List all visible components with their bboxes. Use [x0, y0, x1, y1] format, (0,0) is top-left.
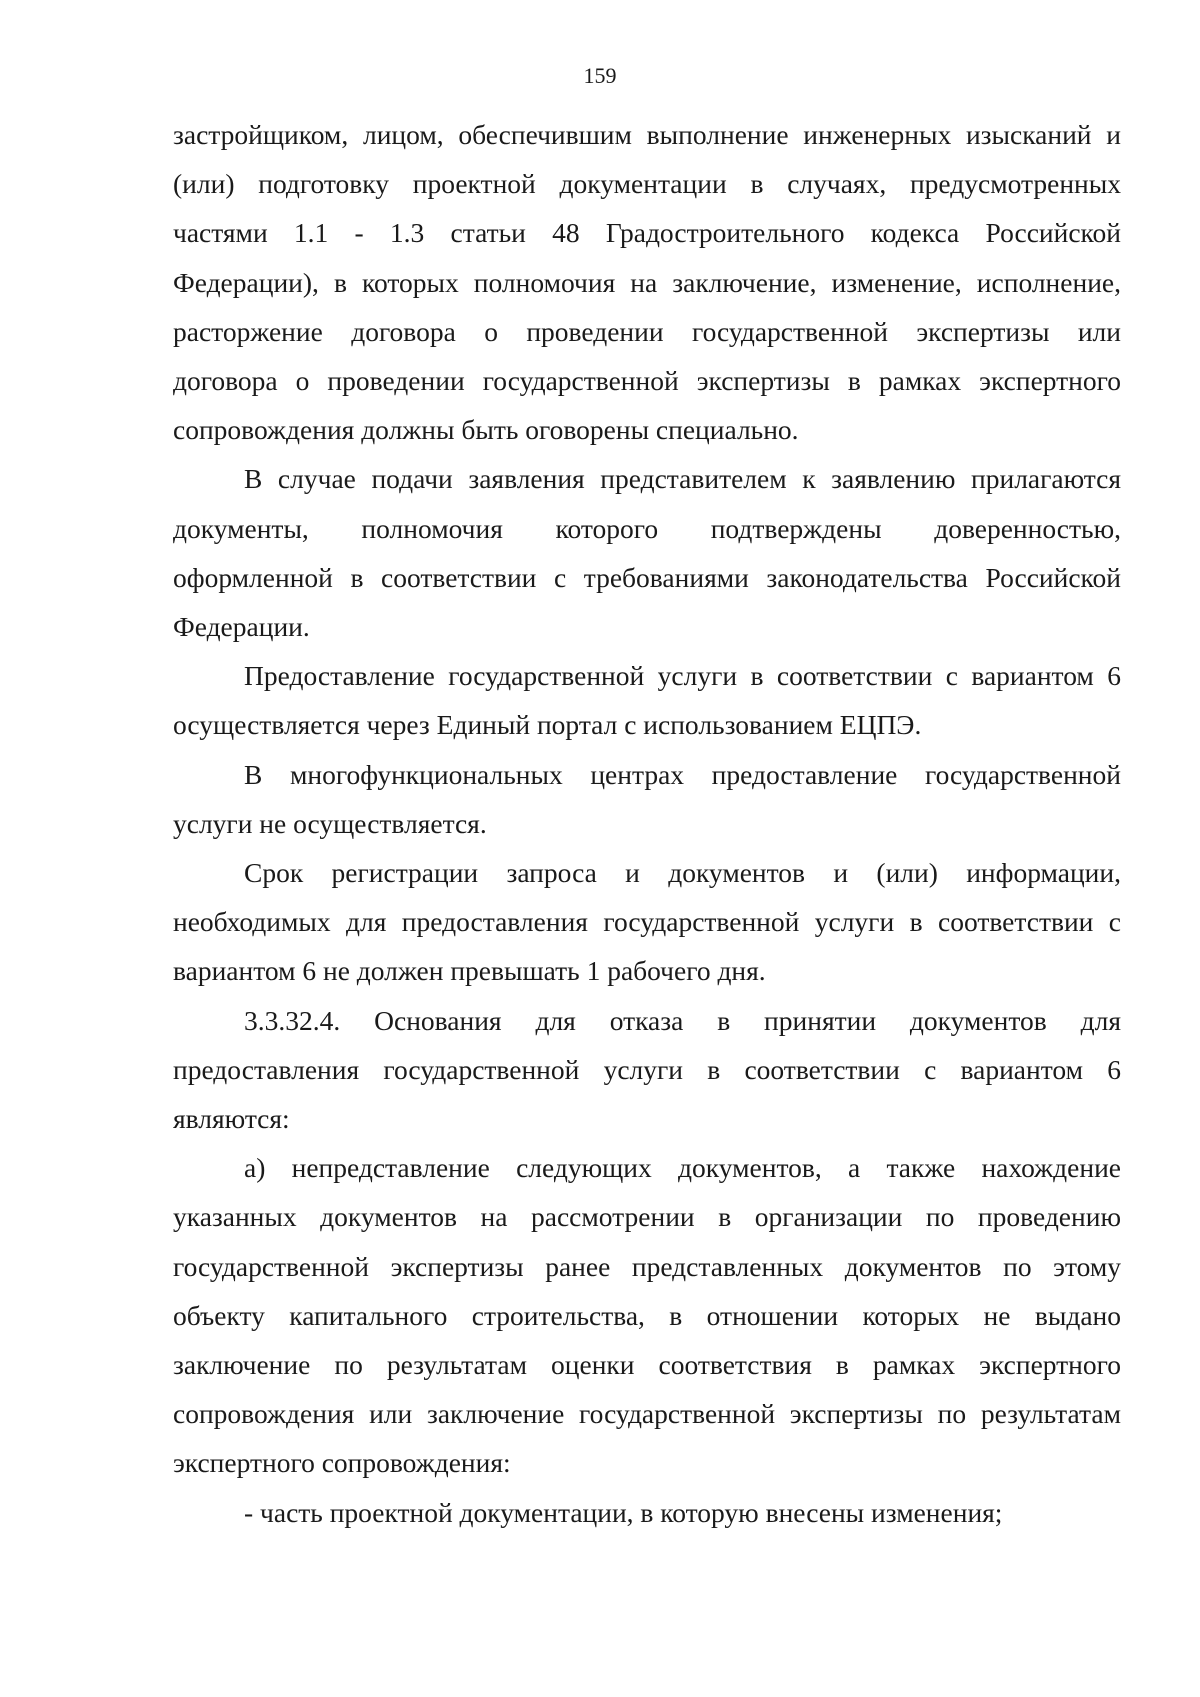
text-line: расторжение договора о проведении государственной экспертизы или [173, 315, 1121, 347]
text-line: Федерации. [173, 611, 310, 643]
text-line: 3.3.32.4. Основания для отказа в принятии документов для [244, 1004, 1121, 1036]
text-line: сопровождения или заключение государственной экспертизы по результатам [173, 1398, 1121, 1430]
paragraph [173, 750, 1121, 848]
paragraph [173, 1488, 1121, 1537]
text-line: вариантом 6 не должен превышать 1 рабочего дня. [173, 955, 766, 987]
text-line: Предоставление государственной услуги в соответствии с вариантом 6 [244, 660, 1121, 692]
text-line: заключение по результатам оценки соответствия в рамках экспертного [173, 1349, 1121, 1381]
text-line: являются: [173, 1103, 290, 1135]
text-line: указанных документов на рассмотрении в организации по проведению [173, 1201, 1121, 1233]
text-line: частями 1.1 - 1.3 статьи 48 Градостроительного кодекса Российской [173, 217, 1121, 249]
text-line: застройщиком, лицом, обеспечившим выполнение инженерных изысканий и [173, 119, 1121, 150]
text-line: предоставления государственной услуги в соответствии с вариантом 6 [173, 1053, 1121, 1085]
paragraph [173, 454, 1121, 651]
text-line: - часть проектной документации, в которую внесены изменения; [244, 1496, 1003, 1528]
paragraph [173, 848, 1121, 996]
text-line: необходимых для предоставления государственной услуги в соответствии с [173, 906, 1121, 938]
document-body [173, 110, 1121, 1537]
text-line: экспертного сопровождения: [173, 1447, 511, 1479]
text-line: а) непредставление следующих документов, а также нахождение [244, 1152, 1121, 1184]
text-line: (или) подготовку проектной документации в случаях, предусмотренных [173, 168, 1121, 200]
text-line: услуги не осуществляется. [173, 807, 487, 839]
paragraph [173, 996, 1121, 1144]
paragraph [173, 651, 1121, 749]
page-number: 159 [583, 63, 617, 88]
text-line: Срок регистрации запроса и документов и (или) информации, [244, 857, 1121, 889]
text-line: В случае подачи заявления представителем к заявлению прилагаются [244, 463, 1121, 495]
paragraph [173, 110, 1121, 454]
text-line: оформленной в соответствии с требованиями законодательства Российской [173, 561, 1121, 593]
text-line: государственной экспертизы ранее представленных документов по этому [173, 1250, 1121, 1282]
paragraph [173, 1143, 1121, 1487]
text-line: Федерации), в которых полномочия на заключение, изменение, исполнение, [173, 266, 1121, 298]
text-line: договора о проведении государственной экспертизы в рамках экспертного [173, 365, 1121, 397]
text-line: объекту капитального строительства, в отношении которых не выдано [173, 1299, 1121, 1331]
text-line: сопровождения должны быть оговорены специально. [173, 414, 799, 446]
text-line: документы, полномочия которого подтверждены доверенностью, [173, 512, 1121, 544]
text-line: В многофункциональных центрах предоставление государственной [244, 758, 1121, 790]
text-line: осуществляется через Единый портал с использованием ЕЦПЭ. [173, 709, 922, 741]
